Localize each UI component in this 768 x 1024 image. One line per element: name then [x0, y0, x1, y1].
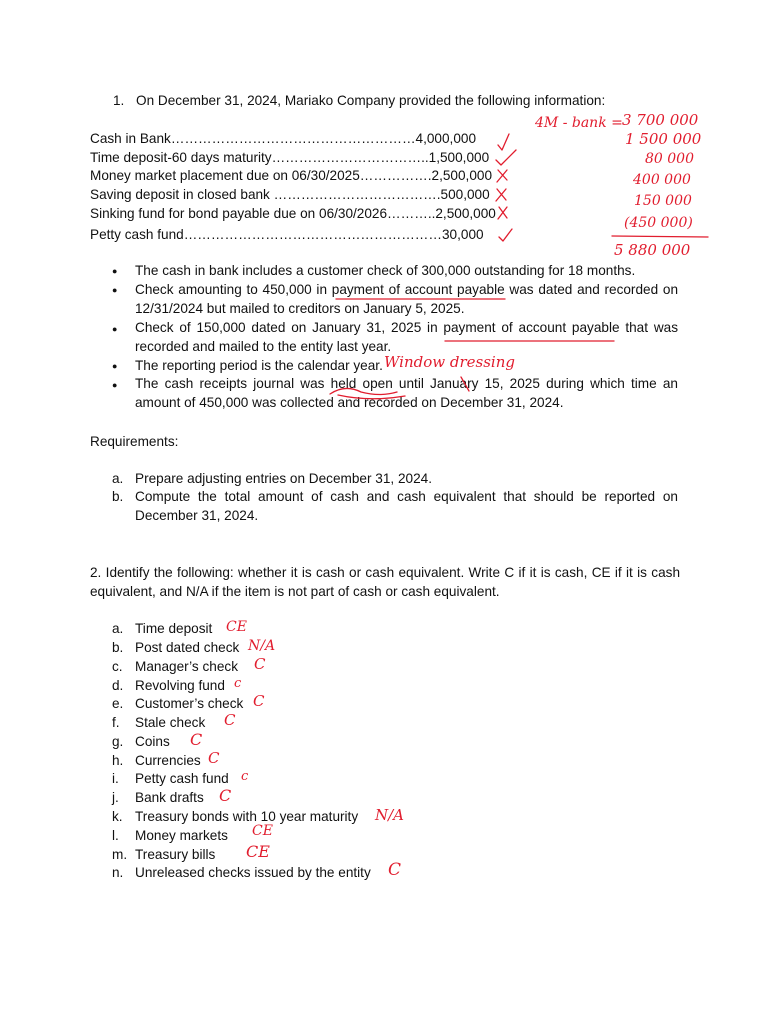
item-text: Post dated check — [135, 640, 240, 655]
answer-handwriting: C — [224, 711, 236, 729]
answer-handwriting: C — [254, 655, 266, 673]
answer-handwriting: C — [388, 860, 402, 880]
question-1-number: 1. — [113, 93, 125, 108]
item-text: Customer’s check — [135, 696, 244, 711]
item-marker: c. — [112, 659, 123, 674]
item-marker: g. — [112, 734, 124, 749]
bullet-marker: ● — [112, 266, 118, 276]
bullet-text-5: The cash receipts journal was held open until January 15, 2025 during which time an amount of 450,000 was collected and recorded on December 31, 2024. — [135, 376, 678, 410]
item-text: Stale check — [135, 715, 206, 730]
item-marker: h. — [112, 753, 124, 768]
item-marker: e. — [112, 696, 124, 711]
checkmark-stroke — [496, 150, 516, 165]
x-mark-stroke — [497, 170, 507, 182]
bullet-marker: ● — [112, 380, 118, 390]
x-mark-stroke — [498, 207, 507, 219]
bullet-text-1: The cash in bank includes a customer check of 300,000 outstanding for 18 months. — [135, 263, 636, 278]
answer-handwriting: CE — [252, 823, 273, 839]
item-text: Revolving fund — [135, 678, 225, 693]
handwritten-note: Window dressing — [384, 353, 515, 371]
item-marker: a. — [112, 621, 124, 636]
bullet-marker: ● — [112, 361, 118, 371]
answer-handwriting: c — [234, 676, 242, 691]
total-rule-stroke — [612, 236, 708, 237]
item-marker: m. — [112, 847, 128, 862]
handwritten-figure: 80 000 — [645, 151, 694, 167]
x-mark-stroke — [496, 189, 506, 201]
answer-handwriting: C — [190, 730, 203, 749]
requirement-a-marker: a. — [112, 471, 124, 486]
item-marker: k. — [112, 809, 123, 824]
handwritten-total: 5 880 000 — [614, 241, 691, 259]
handwritten-formula: 4M - bank = — [535, 115, 623, 131]
data-row-sinking-fund: Sinking fund for bond payable due on 06/30/2026………..2,500,000 — [90, 206, 496, 221]
item-marker: b. — [112, 640, 124, 655]
bullet-text-4: The reporting period is the calendar year. — [135, 358, 383, 373]
checkmark-stroke — [498, 134, 509, 150]
item-text: Unreleased checks issued by the entity — [135, 865, 371, 880]
item-text: Currencies — [135, 753, 201, 768]
answer-handwriting: C — [253, 692, 265, 710]
requirements-heading: Requirements: — [90, 434, 179, 449]
item-text: Treasury bills — [135, 847, 216, 862]
answer-handwriting: N/A — [375, 806, 405, 824]
data-row-petty-cash: Petty cash fund…………………………………………………30,000 — [90, 227, 484, 242]
data-row-time-deposit: Time deposit-60 days maturity……………………………..1,500,000 — [90, 150, 490, 165]
requirement-b-marker: b. — [112, 489, 124, 504]
item-marker: d. — [112, 678, 124, 693]
data-row-money-market: Money market placement due on 06/30/2025…………….2,500,000 — [90, 168, 493, 183]
handwritten-figure: 150 000 — [634, 193, 692, 209]
requirement-b-text: Compute the total amount of cash and cash equivalent that should be reported on December 31, 2024. — [135, 489, 678, 523]
item-marker: n. — [112, 865, 124, 880]
item-text: Petty cash fund — [135, 771, 229, 786]
item-text: Bank drafts — [135, 790, 204, 805]
answer-handwriting: c — [241, 769, 249, 784]
answer-handwriting: C — [208, 749, 220, 767]
item-marker: i. — [112, 771, 119, 786]
bullet-marker: ● — [112, 285, 118, 295]
item-marker: j. — [112, 790, 119, 805]
item-text: Treasury bonds with 10 year maturity — [135, 809, 359, 824]
answer-handwriting: CE — [226, 619, 247, 635]
answer-handwriting: CE — [246, 842, 270, 861]
bullet-marker: ● — [112, 324, 118, 334]
bullet-text-2: Check amounting to 450,000 in payment of account payable was dated and recorded on 12/31/2024 but mailed to creditors on January 5, 2025. — [135, 282, 678, 316]
requirement-a-text: Prepare adjusting entries on December 31, 2024. — [135, 471, 432, 486]
handwritten-figure: 400 000 — [633, 172, 691, 188]
item-text: Manager’s check — [135, 659, 239, 674]
handwritten-figure: (450 000) — [624, 215, 693, 231]
item-text: Money markets — [135, 828, 228, 843]
question-1-intro: On December 31, 2024, Mariako Company provided the following information: — [136, 93, 606, 108]
answer-handwriting: C — [219, 786, 232, 805]
checkmark-stroke — [499, 229, 512, 241]
handwritten-figure: 1 500 000 — [625, 130, 702, 148]
bullet-text-3: Check of 150,000 dated on January 31, 2025 in payment of account payable that was recorded and mailed to the entity last year. — [135, 320, 678, 354]
answer-handwriting: N/A — [248, 638, 276, 654]
item-text: Time deposit — [135, 621, 213, 636]
item-marker: f. — [112, 715, 120, 730]
handwritten-figure: 3 700 000 — [622, 111, 699, 129]
item-marker: l. — [112, 828, 119, 843]
item-text: Coins — [135, 734, 170, 749]
question-2-text: 2. Identify the following: whether it is cash or cash equivalent. Write C if it is cash, CE if it is cash equivalent, and N/A if the item is not part of cash or cash equivalent. — [90, 565, 680, 599]
data-row-cash-in-bank: Cash in Bank………………………………………………4,000,000 — [90, 131, 477, 146]
data-row-saving-deposit: Saving deposit in closed bank ……………………………….500,000 — [90, 187, 490, 202]
